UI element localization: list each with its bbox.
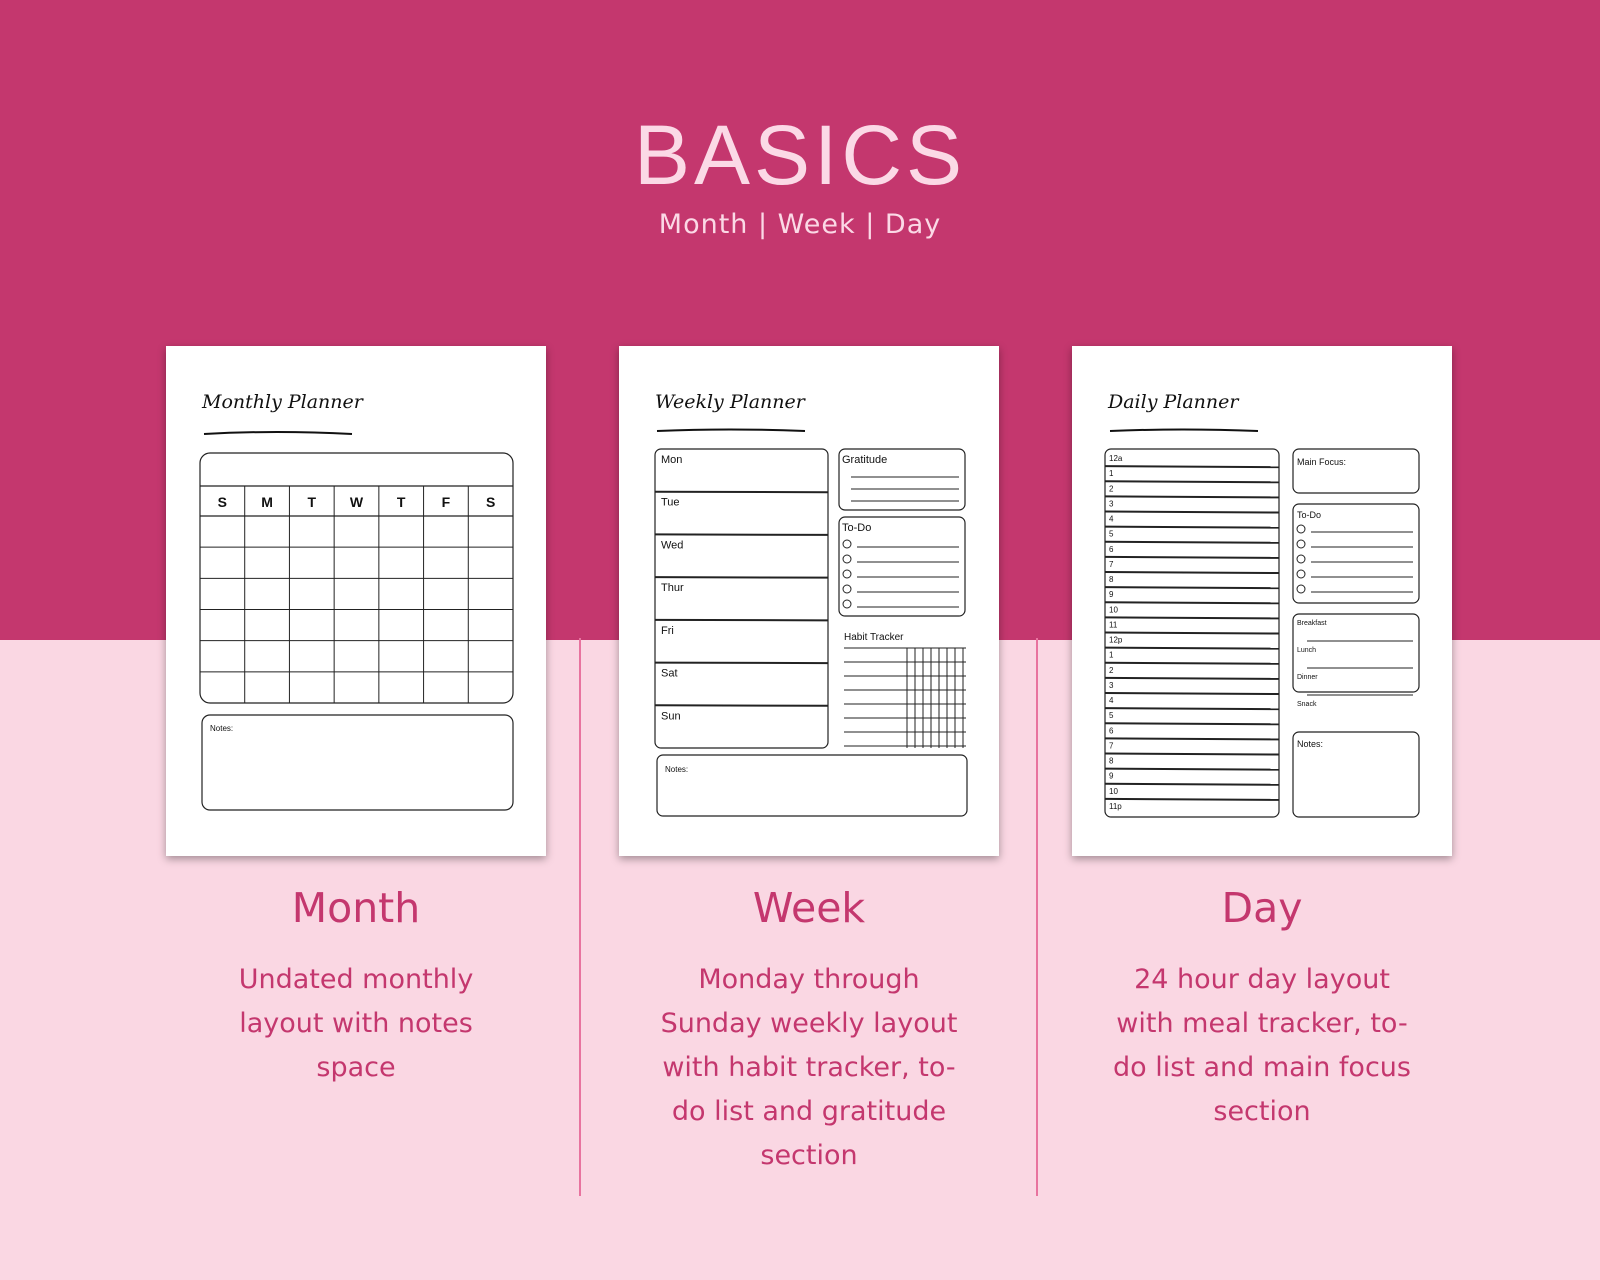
hour-row-separator [1105,512,1279,513]
notes-box [202,715,513,810]
hour-row-separator [1105,466,1279,467]
hour-row-separator [1105,723,1279,724]
caption-title: Day [1221,884,1303,932]
notes-box [657,755,967,816]
meal-label: Snack [1297,701,1317,708]
weekday-label: F [441,494,451,510]
hour-row-separator [1105,754,1279,755]
hour-row-separator [1105,572,1279,573]
weekly-planner-heading: Weekly Planner [655,391,805,413]
monthly-planner-page [166,346,546,856]
weekday-label: T [307,494,317,510]
weekday-row-label: Sun [661,710,681,723]
hour-row-separator [1105,481,1279,482]
daily-planner-drawing [1072,346,1452,856]
hour-label: 7 [1109,559,1114,569]
weekday-row-separator [655,705,828,706]
hour-label: 12p [1109,635,1123,645]
caption-description: Undated monthly layout with notes space [238,964,474,1083]
gratitude-label: Gratitude [842,454,888,466]
caption-week [619,880,999,1178]
weekday-label: S [217,494,228,510]
meal-label: Dinner [1297,674,1318,681]
hour-row-separator [1105,557,1279,558]
caption-title: Week [752,884,866,932]
todo-checkbox-icon [843,570,851,578]
hour-row-separator [1105,784,1279,785]
notes-label: Notes: [210,724,234,733]
weekday-row-separator [655,577,828,578]
todo-checkbox-icon [1297,585,1305,593]
main-focus-label: Main Focus: [1297,457,1347,467]
hour-label: 1 [1109,650,1114,660]
todo-checkbox-icon [1297,555,1305,563]
hour-row-separator [1105,542,1279,543]
column-divider-right [1036,638,1038,1196]
caption-day [1072,880,1452,1134]
page-subtitle: Month | Week | Day [658,209,942,240]
caption-title: Month [291,884,421,932]
hour-label: 4 [1109,696,1114,705]
weekly-planner-drawing [619,346,999,856]
hour-label: 7 [1109,741,1114,751]
weekday-label: W [349,494,364,510]
hour-row-separator [1105,678,1279,679]
header [0,105,1600,240]
heading-underline [657,430,805,432]
notes-label: Notes: [1297,739,1324,749]
todo-checkbox-icon [843,600,851,608]
hour-label: 8 [1109,575,1114,584]
column-divider-left [579,638,581,1196]
heading-underline [204,432,352,434]
caption-description: Monday through Sunday weekly layout with habit tracker, to-do list and gratitude section [660,964,958,1171]
hour-row-separator [1105,708,1279,709]
hour-row-separator [1105,738,1279,739]
hour-row-separator [1105,648,1279,649]
hour-label: 5 [1109,711,1114,721]
meal-label: Lunch [1297,647,1317,654]
hour-label: 10 [1109,786,1118,796]
hour-row-separator [1105,617,1279,618]
hour-label: 12a [1109,454,1123,463]
hour-label: 5 [1109,529,1114,539]
meal-label: Breakfast [1297,620,1327,627]
weekday-row-separator [655,663,828,664]
weekly-planner-page [619,346,999,856]
weekday-label: T [396,494,406,510]
daily-planner-page [1072,346,1452,856]
todo-checkbox-icon [843,585,851,593]
hour-label: 3 [1109,680,1114,690]
main-focus-box [1293,449,1419,493]
heading-underline [1110,430,1258,432]
hour-row-separator [1105,587,1279,588]
weekday-row-separator [655,492,828,493]
todo-checkbox-icon [1297,540,1305,548]
weekday-row-label: Mon [661,454,683,466]
hour-label: 2 [1109,484,1114,494]
weekday-row-separator [655,620,828,621]
hour-label: 4 [1109,514,1114,524]
hour-row-separator [1105,769,1279,770]
hour-row-separator [1105,602,1279,603]
hour-row-separator [1105,693,1279,694]
hour-label: 9 [1109,590,1114,600]
daily-planner-heading: Daily Planner [1108,391,1239,413]
hour-row-separator [1105,663,1279,664]
hour-label: 10 [1109,605,1118,615]
todo-checkbox-icon [843,540,851,548]
hour-row-separator [1105,799,1279,800]
hour-row-separator [1105,496,1279,497]
hour-label: 11 [1109,620,1118,630]
todo-checkbox-icon [1297,570,1305,578]
hour-label: 3 [1109,499,1114,509]
hour-label: 6 [1109,726,1114,736]
todo-checkbox-icon [843,555,851,563]
weekday-label: S [485,494,496,510]
todo-label: To-Do [842,522,872,534]
hour-label: 1 [1109,469,1114,479]
page-title: BASICS [633,108,967,202]
hour-label: 11p [1109,801,1122,811]
weekday-row-separator [655,534,828,535]
todo-label: To-Do [1297,510,1322,520]
hour-row-separator [1105,633,1279,634]
weekday-label: M [261,494,273,510]
monthly-planner-drawing [166,346,546,856]
hour-label: 2 [1109,665,1114,675]
hour-label: 8 [1109,756,1114,766]
hour-row-separator [1105,527,1279,528]
week-days-box [655,449,828,748]
weekday-row-label: Thur [661,582,684,595]
caption-month [166,880,546,1090]
hour-label: 6 [1109,544,1114,554]
hour-label: 9 [1109,771,1114,781]
monthly-planner-heading: Monthly Planner [202,391,363,413]
weekday-row-label: Sat [661,667,678,680]
caption-description: 24 hour day layout with meal tracker, to-do list and main focus section [1113,964,1411,1127]
weekday-row-label: Tue [661,496,680,509]
notes-label: Notes: [665,765,689,774]
todo-checkbox-icon [1297,525,1305,533]
weekday-row-label: Fri [661,624,674,637]
habit-tracker-label: Habit Tracker [844,632,904,643]
weekday-row-label: Wed [661,539,684,552]
